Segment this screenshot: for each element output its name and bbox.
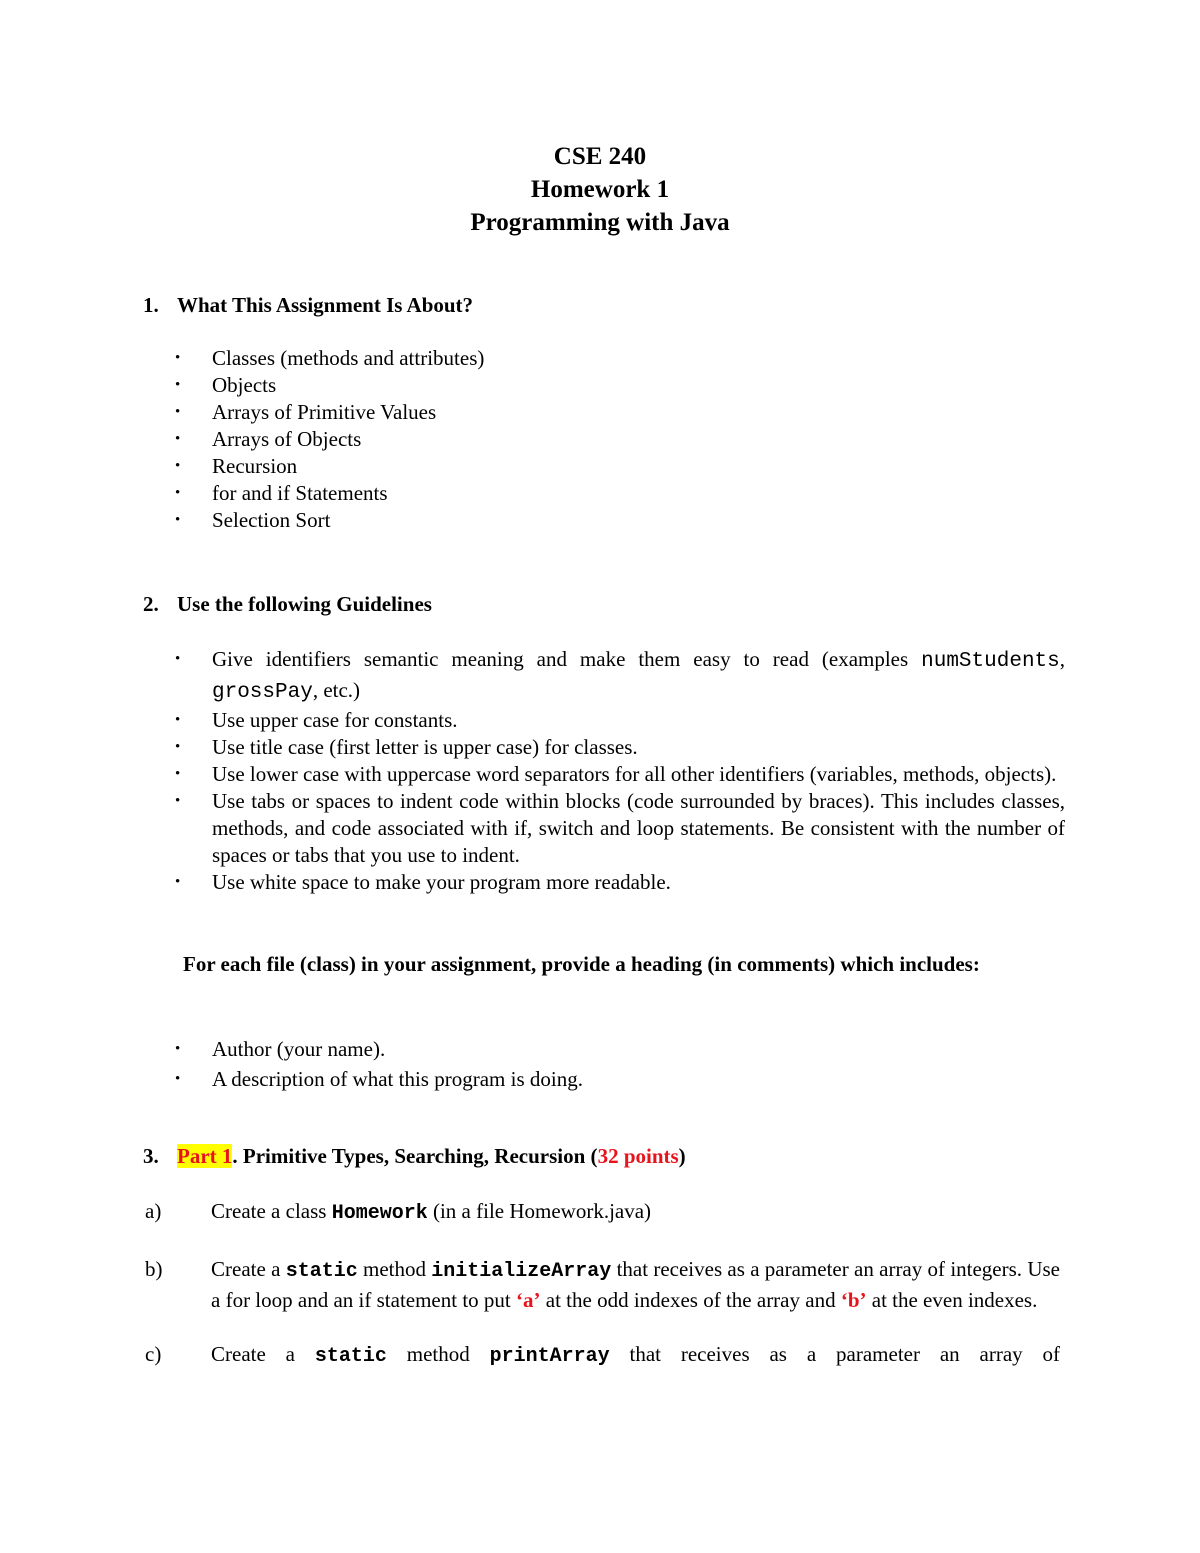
bullet-icon: • bbox=[175, 485, 181, 501]
bullet-icon: • bbox=[175, 874, 181, 890]
list-item: • Use upper case for constants. bbox=[175, 708, 458, 732]
list-item: • for and if Statements bbox=[175, 481, 388, 505]
code-example: grossPay bbox=[212, 681, 313, 704]
section-title: Use the following Guidelines bbox=[177, 592, 432, 616]
step-b: b) Create a static method initializeArray that receives as a parameter an array of integers. Use a for loop and an if statement to put ‘a’ at the odd indexes of the array and ‘b’ at the even indexes. bbox=[145, 1257, 1060, 1312]
bullet-icon: • bbox=[175, 766, 181, 782]
list-item: • Use title case (first letter is upper case) for classes. bbox=[175, 735, 638, 759]
heading-note: For each file (class) in your assignment, provide a heading (in comments) which includes: bbox=[183, 952, 980, 976]
step-label: b) bbox=[145, 1257, 163, 1281]
bullet-icon: • bbox=[175, 793, 181, 809]
list-item: • A description of what this program is doing. bbox=[175, 1064, 1065, 1094]
bullet-icon: • bbox=[175, 431, 181, 447]
part1-steps bbox=[145, 1197, 1060, 1371]
assignment-subtitle: Programming with Java bbox=[470, 209, 730, 236]
list-item: • Arrays of Objects bbox=[175, 427, 362, 451]
part-label: Part 1 bbox=[177, 1144, 233, 1168]
bullet-icon: • bbox=[175, 739, 181, 755]
bullet-icon: • bbox=[175, 377, 181, 393]
keyword: static bbox=[285, 1260, 358, 1283]
keyword: static bbox=[314, 1345, 387, 1368]
section-title: What This Assignment Is About? bbox=[177, 293, 474, 317]
bullet-icon: • bbox=[175, 458, 181, 474]
list-item: • Use tabs or spaces to indent code within blocks (code surrounded by braces). This includes classes, methods, and code associated with if, switch and loop statements. Be consistent with the number of spaces or tabs that you use to indent. bbox=[175, 789, 1065, 867]
step-c: c) Create a static method printArray that receives as a parameter an array of bbox=[145, 1342, 1060, 1368]
list-item: • Objects bbox=[175, 373, 277, 397]
step-label: a) bbox=[145, 1199, 162, 1223]
code-example: numStudents bbox=[921, 650, 1060, 673]
step-a: a) Create a class Homework (in a file Homework.java) bbox=[145, 1199, 652, 1225]
heading-requirements-list bbox=[175, 1034, 1065, 1094]
section-1-heading bbox=[143, 291, 473, 319]
section-number: 1. bbox=[143, 293, 159, 317]
bullet-icon: • bbox=[175, 512, 181, 528]
topics-list bbox=[175, 345, 1065, 534]
list-item: • Use lower case with uppercase word separators for all other identifiers (variables, methods, objects). bbox=[175, 762, 1057, 786]
class-name: Homework bbox=[331, 1202, 428, 1225]
section-title: . Primitive Types, Searching, Recursion ( bbox=[232, 1144, 598, 1168]
bullet-icon: • bbox=[175, 404, 181, 420]
list-item: • Recursion bbox=[175, 454, 298, 478]
section-2-heading bbox=[143, 590, 432, 618]
list-item: • Selection Sort bbox=[175, 508, 331, 532]
char-value: ‘a’ bbox=[516, 1288, 541, 1312]
section-number: 2. bbox=[143, 592, 159, 616]
bullet-icon: • bbox=[175, 350, 181, 366]
bullet-icon: • bbox=[175, 1041, 181, 1057]
bullet-icon: • bbox=[175, 712, 181, 728]
method-name: initializeArray bbox=[431, 1260, 612, 1283]
points-value: 32 points bbox=[597, 1144, 679, 1168]
bullet-icon: • bbox=[175, 651, 181, 667]
document-title bbox=[0, 140, 1200, 239]
method-name: printArray bbox=[489, 1345, 610, 1368]
section-number: 3. bbox=[143, 1144, 159, 1168]
guidelines-list bbox=[175, 645, 1065, 896]
step-label: c) bbox=[145, 1342, 162, 1366]
list-item: • Give identifiers semantic meaning and make them easy to read (examples numStudents, grossPay, etc.) bbox=[175, 647, 1065, 704]
char-value: ‘b’ bbox=[840, 1288, 867, 1312]
list-item: • Author (your name). bbox=[175, 1034, 1065, 1064]
list-item: • Use white space to make your program more readable. bbox=[175, 870, 671, 894]
assignment-name: Homework 1 bbox=[530, 176, 670, 203]
list-item: • Arrays of Primitive Values bbox=[175, 400, 437, 424]
bullet-icon: • bbox=[175, 1071, 181, 1087]
course-code: CSE 240 bbox=[553, 143, 647, 170]
list-item: • Classes (methods and attributes) bbox=[175, 346, 485, 370]
section-3-heading: 3. Part 1. Primitive Types, Searching, Recursion (32 points) bbox=[143, 1144, 686, 1168]
